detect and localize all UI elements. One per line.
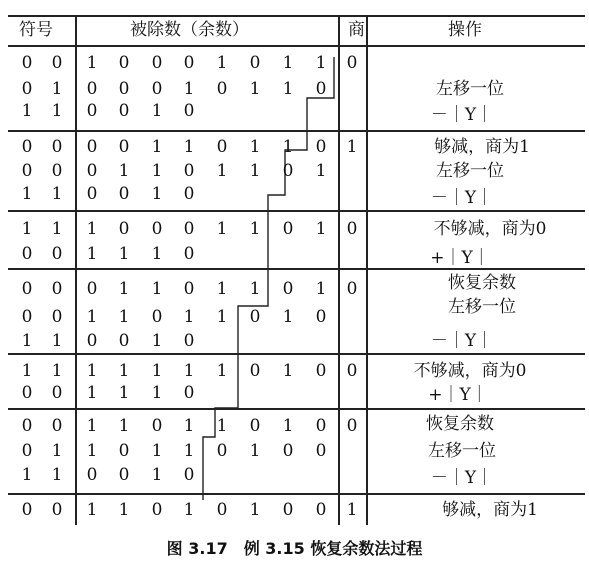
dividend-digit: 1 [216,279,228,299]
dividend-digit: 1 [118,161,130,181]
sign-digit: 0 [21,244,33,264]
dividend-digit: 1 [151,279,163,299]
dividend-digit: 1 [151,361,163,381]
sign-digit: 0 [21,53,33,73]
dividend-digit: 1 [249,279,261,299]
dividend-digit: 1 [118,361,130,381]
dividend-digit: 1 [216,53,228,73]
dividend-digit: 0 [183,161,195,181]
dividend-digit: 0 [183,331,195,351]
sign-digit: 1 [51,79,63,99]
sign-digit: 0 [51,244,63,264]
sign-digit: 1 [51,361,63,381]
operation-text: －｜Y｜ [430,331,494,351]
dividend-digit: 0 [118,137,130,157]
quotient-digit: 1 [346,137,358,157]
sign-digit: 1 [51,101,63,121]
quotient-digit: 0 [346,361,358,381]
dividend-digit: 1 [86,53,98,73]
dividend-digit: 0 [183,465,195,485]
sign-digit: 0 [21,500,33,520]
dividend-digit: 0 [249,416,261,436]
dividend-digit: 1 [315,219,327,239]
dividend-digit: 0 [216,79,228,99]
dividend-digit: 0 [86,79,98,99]
dividend-digit: 0 [86,101,98,121]
operation-text: 不够减，商为0 [413,361,527,381]
dividend-digit: 0 [118,53,130,73]
dividend-digit: 1 [249,79,261,99]
dividend-digit: 1 [216,161,228,181]
dividend-digit: 0 [249,361,261,381]
dividend-digit: 0 [151,307,163,327]
operation-text: 左移一位 [428,441,496,461]
dividend-digit: 1 [86,441,98,461]
dividend-digit: 0 [315,416,327,436]
sign-digit: 0 [51,500,63,520]
dividend-digit: 0 [118,219,130,239]
dividend-digit: 0 [118,79,130,99]
sign-digit: 0 [21,137,33,157]
dividend-digit: 1 [249,441,261,461]
dividend-digit: 1 [249,137,261,157]
sign-digit: 1 [21,465,33,485]
quotient-digit: 0 [346,219,358,239]
dividend-digit: 0 [118,465,130,485]
dividend-digit: 0 [282,500,294,520]
dividend-digit: 1 [216,219,228,239]
header-operation: 操作 [448,20,482,40]
dividend-digit: 1 [118,416,130,436]
sign-digit: 0 [21,307,33,327]
dividend-digit: 1 [216,416,228,436]
dividend-digit: 0 [86,184,98,204]
dividend-digit: 0 [151,219,163,239]
dividend-digit: 0 [86,279,98,299]
dividend-digit: 0 [183,219,195,239]
dividend-digit: 1 [282,79,294,99]
dividend-digit: 1 [183,307,195,327]
operation-text: －｜Y｜ [430,105,494,125]
dividend-digit: 0 [249,307,261,327]
operation-text: －｜Y｜ [430,188,494,208]
sign-digit: 0 [51,137,63,157]
dividend-digit: 1 [282,307,294,327]
dividend-digit: 1 [216,307,228,327]
operation-text: 左移一位 [436,161,504,181]
operation-text: 左移一位 [448,297,516,317]
dividend-digit: 0 [118,101,130,121]
dividend-digit: 1 [151,465,163,485]
dividend-digit: 1 [183,79,195,99]
operation-text: +｜Y｜ [430,248,490,268]
sign-digit: 1 [21,219,33,239]
header-dividend: 被除数（余数） [130,20,249,40]
sign-digit: 0 [21,161,33,181]
dividend-digit: 1 [282,416,294,436]
dividend-digit: 1 [118,383,130,403]
dividend-digit: 1 [151,441,163,461]
operation-text: +｜Y｜ [428,385,488,405]
dividend-digit: 0 [315,361,327,381]
sign-digit: 1 [51,465,63,485]
sign-digit: 1 [21,184,33,204]
sign-digit: 1 [21,361,33,381]
dividend-digit: 0 [86,331,98,351]
dividend-digit: 1 [183,137,195,157]
dividend-digit: 1 [249,500,261,520]
quotient-digit: 0 [346,416,358,436]
dividend-digit: 0 [86,137,98,157]
dividend-digit: 1 [86,307,98,327]
dividend-digit: 1 [249,161,261,181]
dividend-digit: 1 [86,500,98,520]
dividend-digit: 0 [315,441,327,461]
figure-caption: 图 3.17 例 3.15 恢复余数法过程 [166,539,423,558]
dividend-digit: 0 [151,500,163,520]
operation-text: －｜Y｜ [430,468,494,488]
operation-text: 左移一位 [436,79,504,99]
sign-digit: 0 [21,416,33,436]
quotient-digit: 0 [346,53,358,73]
sign-digit: 1 [51,219,63,239]
dividend-digit: 1 [315,161,327,181]
quotient-digit: 1 [346,500,358,520]
dividend-digit: 0 [118,441,130,461]
sign-digit: 1 [51,331,63,351]
dividend-digit: 1 [282,137,294,157]
dividend-digit: 0 [282,441,294,461]
sign-digit: 1 [51,184,63,204]
header-quotient: 商 [348,20,365,40]
quotient-digit: 0 [346,279,358,299]
dividend-digit: 0 [151,79,163,99]
dividend-digit: 1 [151,161,163,181]
dividend-digit: 1 [183,500,195,520]
sign-digit: 0 [21,441,33,461]
dividend-digit: 0 [282,161,294,181]
dividend-digit: 1 [151,383,163,403]
dividend-digit: 1 [249,219,261,239]
dividend-digit: 0 [118,184,130,204]
sign-digit: 0 [51,161,63,181]
dividend-digit: 1 [183,441,195,461]
dividend-digit: 1 [183,361,195,381]
dividend-digit: 1 [118,307,130,327]
dividend-digit: 1 [151,101,163,121]
dividend-digit: 1 [86,416,98,436]
dividend-digit: 0 [315,137,327,157]
dividend-digit: 1 [282,53,294,73]
dividend-digit: 0 [183,53,195,73]
dividend-digit: 0 [151,53,163,73]
dividend-digit: 1 [315,53,327,73]
dividend-digit: 0 [86,465,98,485]
dividend-digit: 0 [183,383,195,403]
dividend-digit: 1 [86,244,98,264]
sign-digit: 1 [21,331,33,351]
dividend-digit: 1 [183,416,195,436]
dividend-digit: 0 [216,441,228,461]
sign-digit: 0 [51,307,63,327]
dividend-digit: 0 [315,500,327,520]
sign-digit: 0 [51,53,63,73]
dividend-digit: 0 [151,416,163,436]
dividend-digit: 0 [86,161,98,181]
dividend-digit: 1 [118,500,130,520]
operation-text: 够减，商为1 [434,137,530,157]
sign-digit: 0 [51,279,63,299]
dividend-digit: 1 [151,244,163,264]
dividend-digit: 0 [249,53,261,73]
dividend-digit: 0 [282,279,294,299]
dividend-digit: 1 [282,361,294,381]
sign-digit: 0 [51,416,63,436]
dividend-digit: 0 [183,279,195,299]
sign-digit: 0 [21,79,33,99]
operation-text: 恢复余数 [448,273,516,293]
dividend-digit: 1 [86,219,98,239]
dividend-digit: 0 [282,219,294,239]
operation-text: 不够减，商为0 [433,219,547,239]
dividend-digit: 0 [183,184,195,204]
operation-text: 够减，商为1 [442,500,538,520]
sign-digit: 1 [51,441,63,461]
sign-digit: 0 [21,383,33,403]
dividend-digit: 0 [216,500,228,520]
dividend-digit: 1 [151,137,163,157]
header-sign: 符号 [19,20,53,40]
dividend-digit: 0 [315,79,327,99]
dividend-digit: 0 [216,137,228,157]
sign-digit: 1 [21,101,33,121]
dividend-digit: 1 [118,279,130,299]
sign-digit: 0 [21,279,33,299]
dividend-digit: 1 [151,184,163,204]
dividend-digit: 1 [86,361,98,381]
dividend-digit: 0 [183,244,195,264]
dividend-digit: 1 [315,279,327,299]
sign-digit: 0 [51,383,63,403]
operation-text: 恢复余数 [426,414,494,434]
dividend-digit: 0 [183,101,195,121]
dividend-digit: 1 [216,361,228,381]
dividend-digit: 1 [86,383,98,403]
dividend-digit: 1 [151,331,163,351]
dividend-digit: 0 [118,331,130,351]
dividend-digit: 1 [118,244,130,264]
dividend-digit: 0 [315,307,327,327]
